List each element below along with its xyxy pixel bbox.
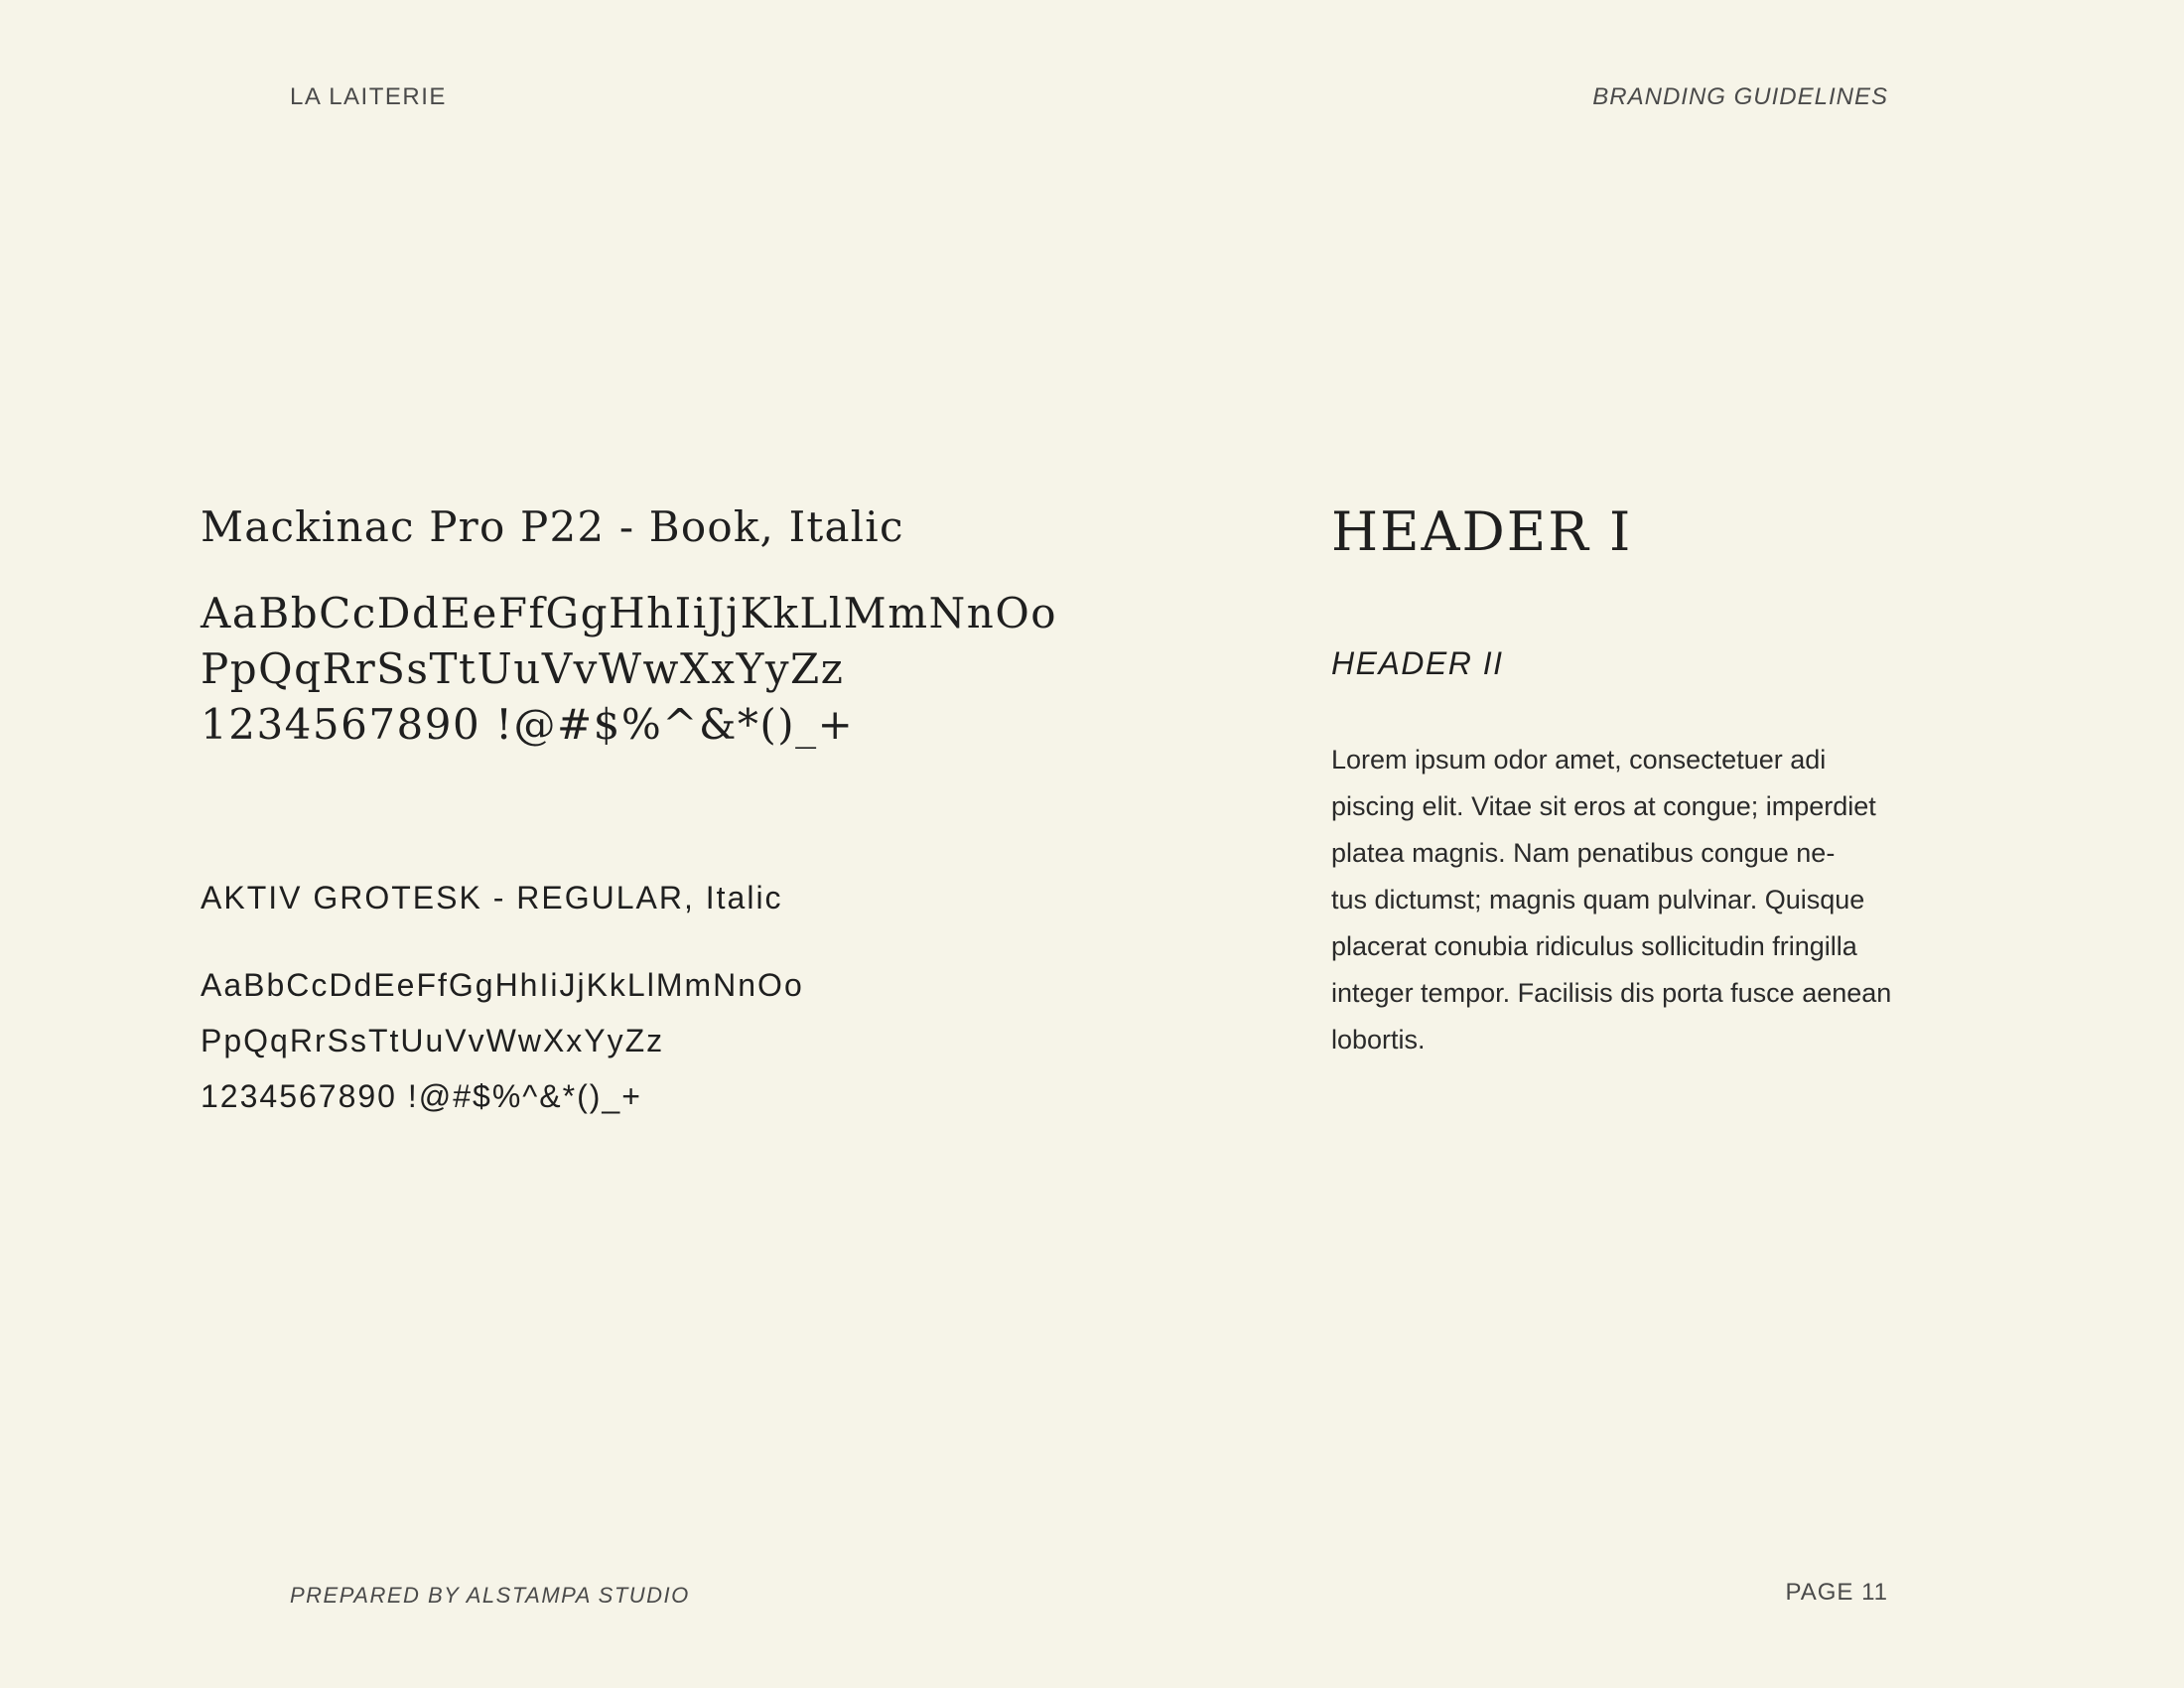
prepared-by: PREPARED BY ALSTAMPA STUDIO (290, 1583, 690, 1608)
serif-font-title: Mackinac Pro P22 - Book, Italic (201, 502, 904, 551)
serif-specimen-line: PpQqRrSsTtUuVvWwXxYyZz (201, 644, 845, 693)
serif-specimen-line: AaBbCcDdEeFfGgHhIiJjKkLlMmNnOo (201, 589, 1058, 637)
document-title: BRANDING GUIDELINES (1592, 83, 1888, 110)
body-copy-sample (1331, 737, 1937, 1063)
body-copy-line: platea magnis. Nam penatibus congue ne- (1331, 838, 1836, 868)
body-copy-line: lobortis. (1331, 1025, 1426, 1055)
serif-specimen-line: 1234567890 !@#$%^&*()_+ (201, 700, 855, 749)
body-copy-line: placerat conubia ridiculus sollicitudin fringilla (1331, 931, 1857, 961)
body-copy-line: Lorem ipsum odor amet, consectetuer adi (1331, 745, 1827, 774)
page-number: PAGE 11 (1785, 1579, 1888, 1606)
body-copy-line: piscing elit. Vitae sit eros at congue; imperdiet (1331, 791, 1876, 821)
sans-specimen-line: AaBbCcDdEeFfGgHhIiJjKkLlMmNnOo (201, 967, 804, 1003)
body-copy-line: tus dictumst; magnis quam pulvinar. Quisque (1331, 885, 1865, 914)
brand-name: LA LAITERIE (290, 83, 447, 110)
sans-specimen-line: 1234567890 !@#$%^&*()_+ (201, 1078, 642, 1114)
sans-specimen (201, 957, 804, 1124)
serif-specimen (201, 586, 1057, 753)
sans-font-title: AKTIV GROTESK - REGULAR, Italic (201, 880, 783, 915)
sans-specimen-line: PpQqRrSsTtUuVvWwXxYyZz (201, 1023, 665, 1058)
body-copy-line: integer tempor. Facilisis dis porta fusce aenean (1331, 978, 1892, 1008)
header-one-sample: HEADER I (1331, 500, 1633, 563)
header-two-sample: HEADER II (1331, 645, 1504, 681)
